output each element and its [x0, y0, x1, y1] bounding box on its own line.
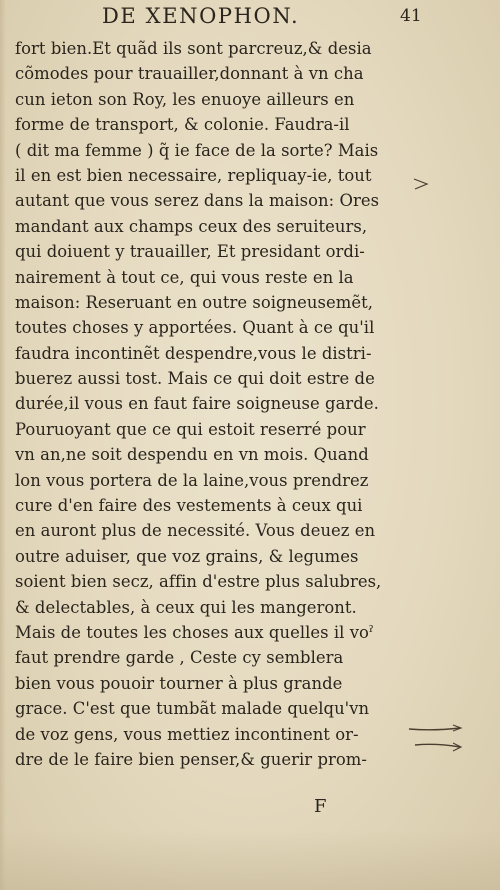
margin-annotation-stroke: [408, 722, 464, 736]
text-line: en auront plus de necessité. Vous deuez en: [15, 521, 376, 541]
page-number: 41: [400, 6, 422, 26]
text-line: qui doiuent y trauailler, Et presidant ordi-: [15, 242, 365, 262]
text-line: lon vous portera de la laine,vous prendrez: [15, 470, 369, 490]
text-line: faudra incontinẽt despendre,vous le distri-: [15, 343, 372, 363]
text-line: mandant aux champs ceux des seruiteurs,: [15, 216, 368, 236]
text-line: nairement à tout ce, qui vous reste en la: [15, 267, 354, 287]
text-line: buerez aussi tost. Mais ce qui doit estre de: [15, 369, 375, 389]
text-line: vn an,ne soit despendu en vn mois. Quand: [15, 445, 369, 465]
page-left-edge-shadow: [0, 0, 6, 890]
text-line: maison: Reseruant en outre soigneusemẽt,: [15, 292, 373, 312]
running-title: DE XENOPHON.: [102, 4, 300, 28]
text-line: cun ieton son Roy, les enuoye ailleurs en: [15, 89, 355, 109]
text-line: cure d'en faire des vestements à ceux qui: [15, 496, 363, 516]
margin-annotation-stroke: [414, 740, 464, 754]
page-header: [0, 4, 500, 30]
text-line: outre aduiser, que voz grains, & legumes: [15, 546, 359, 566]
text-line: soient bien secz, affin d'estre plus salubres,: [15, 572, 382, 592]
text-line: faut prendre garde , Ceste cy semblera: [15, 648, 344, 668]
text-line: fort bien.Et quãd ils sont parcreuz,& desia: [15, 39, 372, 58]
text-line: toutes choses y apportées. Quant à ce qu'il: [15, 318, 375, 338]
text-line: autant que vous serez dans la maison: Ores: [15, 191, 380, 211]
text-line: grace. C'est que tumbãt malade quelqu'vn: [15, 699, 370, 719]
text-line: & delectables, à ceux qui les mangeront.: [15, 597, 357, 617]
text-line: Pouruoyant que ce qui estoit reserré pour: [15, 419, 366, 439]
page-bottom-shade: [0, 830, 500, 890]
body-text: [15, 36, 415, 772]
text-line: bien vous pouoir tourner à plus grande: [15, 673, 343, 693]
text-line: dre de le faire bien penser,& guerir prom-: [15, 749, 367, 769]
signature-mark: F: [314, 796, 327, 817]
text-line: Mais de toutes les choses aux quelles il voˀ: [15, 622, 374, 642]
text-line: ( dit ma femme ) q̃ ie face de la sorte? Mais: [15, 140, 379, 160]
text-line: durée,il vous en faut faire soigneuse garde.: [15, 394, 379, 414]
margin-tick-mark: [412, 176, 432, 192]
text-line: de voz gens, vous mettiez incontinent or-: [15, 724, 359, 744]
text-line: cõmodes pour trauailler,donnant à vn cha: [15, 64, 364, 84]
text-line: forme de transport, & colonie. Faudra-il: [15, 115, 350, 135]
text-line: il en est bien necessaire, repliquay-ie, tout: [15, 165, 372, 185]
